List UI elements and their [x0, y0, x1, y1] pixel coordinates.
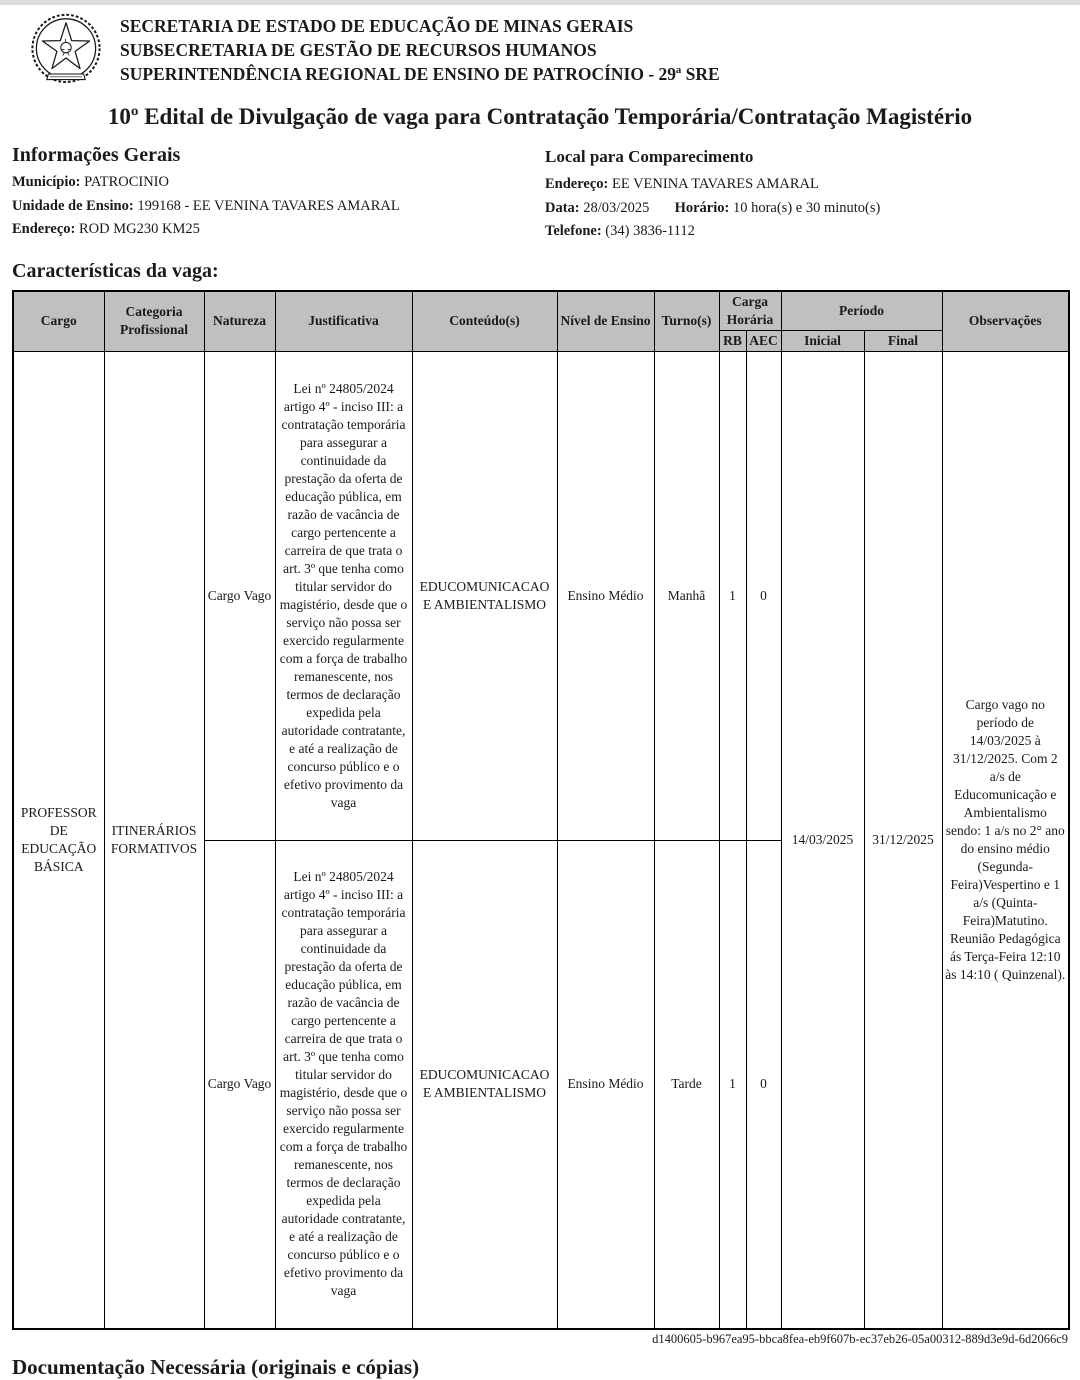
cell-nivel: Ensino Médio: [557, 840, 654, 1329]
cell-natureza: Cargo Vago: [204, 351, 275, 840]
col-header-nivel: Nível de Ensino: [557, 291, 654, 352]
local-comparecimento-heading: Local para Comparecimento: [545, 147, 754, 166]
minas-gerais-seal-logo: [26, 9, 106, 91]
municipio-value: PATROCINIO: [84, 174, 169, 190]
horario-value: 10 hora(s) e 30 minuto(s): [732, 199, 881, 216]
endereco-label: Endereço:: [12, 221, 76, 237]
cell-aec: 0: [746, 351, 781, 840]
table-row: [13, 351, 1069, 840]
col-header-justificativa: Justificativa: [275, 291, 412, 352]
local-comparecimento-block: [545, 144, 1068, 248]
header-line-secretaria: SECRETARIA DE ESTADO DE EDUCAÇÃO DE MINAS GERAIS: [120, 16, 634, 36]
horario-label: Horário:: [674, 199, 730, 216]
telefone-value: (34) 3836-1112: [605, 223, 695, 239]
col-header-rb: RB: [719, 330, 746, 351]
cell-periodo-inicial: 14/03/2025: [781, 351, 864, 1329]
telefone-line: [545, 224, 1068, 239]
local-endereco-line: [545, 177, 1068, 192]
vacancy-table-heading: Características da vaga:: [12, 259, 219, 282]
cell-aec: 0: [746, 840, 781, 1329]
cell-nivel: Ensino Médio: [557, 351, 654, 840]
cell-categoria: ITINERÁRIOS FORMATIVOS: [104, 351, 204, 1329]
unidade-ensino-line: [12, 199, 545, 214]
municipio-line: [12, 175, 545, 190]
col-header-observacoes: Observações: [942, 291, 1069, 352]
cell-observacoes: Cargo vago no período de 14/03/2025 à 31/12/2025. Com 2 a/s de Educomunicação e Ambientalismo sendo: 1 a/s no 2° ano do ensino médio (Segunda-Feira)Vespertino e 1 a/s (Quinta-Feira)Matutino. Reunião Pedagógica ás Terça-Feira 12:10 às 14:10 ( Quinzenal).: [942, 351, 1069, 1329]
general-info-heading: Informações Gerais: [12, 144, 181, 166]
cell-conteudo: EDUCOMUNICACAO E AMBIENTALISMO: [412, 840, 557, 1329]
cell-cargo: PROFESSOR DE EDUCAÇÃO BÁSICA: [13, 351, 104, 1329]
vacancy-table: [12, 290, 1070, 1331]
cell-conteudo: EDUCOMUNICACAO E AMBIENTALISMO: [412, 351, 557, 840]
page-title: 10º Edital de Divulgação de vaga para Contratação Temporária/Contratação Magistério: [107, 104, 973, 129]
col-header-inicial: Inicial: [781, 330, 864, 351]
telefone-label: Telefone:: [545, 223, 602, 239]
col-header-cargo: Cargo: [13, 291, 104, 352]
col-header-categoria: Categoria Profissional: [104, 291, 204, 352]
endereco-line: [12, 222, 545, 237]
cell-periodo-final: 31/12/2025: [864, 351, 942, 1329]
documentacao-heading: Documentação Necessária (originais e cópias): [12, 1355, 420, 1379]
cell-rb: 1: [719, 840, 746, 1329]
header-org-lines: [120, 14, 720, 86]
unidade-ensino-label: Unidade de Ensino:: [12, 197, 134, 214]
col-header-aec: AEC: [746, 330, 781, 351]
info-section: [0, 144, 1080, 248]
col-header-carga-horaria: Carga Horária: [719, 291, 781, 331]
local-endereco-value: EE VENINA TAVARES AMARAL: [612, 176, 819, 192]
cell-rb: 1: [719, 351, 746, 840]
endereco-value: ROD MG230 KM25: [79, 221, 200, 237]
col-header-final: Final: [864, 330, 942, 351]
cell-turno: Tarde: [654, 840, 719, 1329]
data-value: 28/03/2025: [583, 199, 650, 216]
unidade-ensino-value: 199168 - EE VENINA TAVARES AMARAL: [137, 197, 400, 214]
data-horario-line: [545, 201, 1068, 216]
document-hash: d1400605-b967ea95-bbca8fea-eb9f607b-ec37eb26-05a00312-889d3e9d-6d2066c9: [652, 1332, 1068, 1346]
document-header: [0, 5, 1080, 91]
header-line-superintendencia: SUPERINTENDÊNCIA REGIONAL DE ENSINO DE PATROCÍNIO - 29ª SRE: [120, 64, 720, 84]
data-label: Data:: [545, 199, 580, 216]
general-info-block: [12, 144, 545, 248]
col-header-conteudo: Conteúdo(s): [412, 291, 557, 352]
col-header-periodo: Período: [781, 291, 942, 331]
cell-turno: Manhã: [654, 351, 719, 840]
col-header-turno: Turno(s): [654, 291, 719, 352]
header-line-subsecretaria: SUBSECRETARIA DE GESTÃO DE RECURSOS HUMANOS: [120, 40, 597, 60]
cell-justificativa: Lei nº 24805/2024 artigo 4º - inciso III: a contratação temporária para assegurar a continuidade da prestação da oferta de educação pública, em razão de vacância de cargo pertencente a carreira de que trata o art. 3º que tenha como titular servidor do magistério, desde que o serviço não possa ser exercido regularmente com a força de trabalho remanescente, nos termos de declaração expedida pela autoridade contratante, e até a realização de concurso público e o efetivo provimento da vaga: [275, 840, 412, 1329]
local-endereco-label: Endereço:: [545, 176, 609, 192]
municipio-label: Município:: [12, 174, 81, 190]
cell-natureza: Cargo Vago: [204, 840, 275, 1329]
cell-justificativa: Lei nº 24805/2024 artigo 4º - inciso III: a contratação temporária para assegurar a continuidade da prestação da oferta de educação pública, em razão de vacância de cargo pertencente a carreira de que trata o art. 3º que tenha como titular servidor do magistério, desde que o serviço não possa ser exercido regularmente com a força de trabalho remanescente, nos termos de declaração expedida pela autoridade contratante, e até a realização de concurso público e o efetivo provimento da vaga: [275, 351, 412, 840]
col-header-natureza: Natureza: [204, 291, 275, 352]
